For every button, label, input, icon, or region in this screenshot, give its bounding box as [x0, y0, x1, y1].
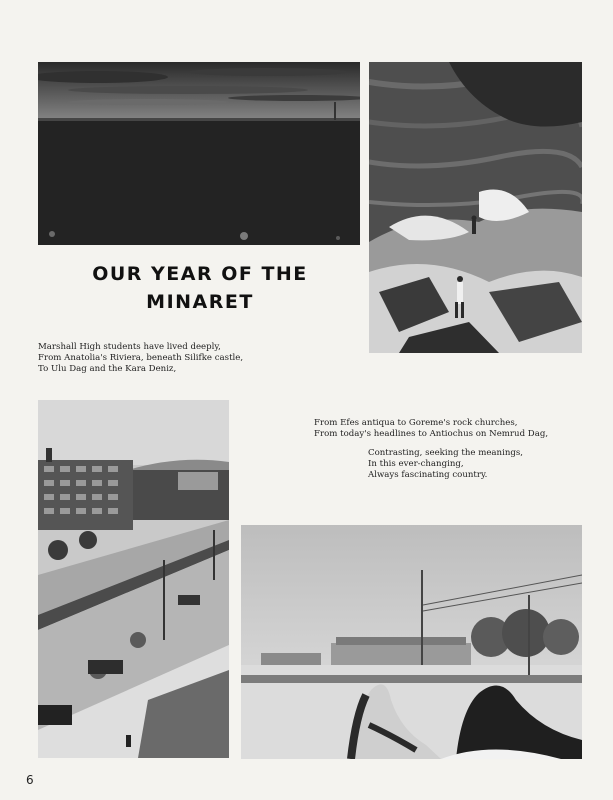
verse-line: To Ulu Dag and the Kara Deniz,: [38, 364, 177, 374]
verse-line: In this ever-changing,: [368, 459, 464, 469]
verse-line: Contrasting, seeking the meanings,: [368, 448, 524, 458]
verse-line: From Efes antiqua to Goreme's rock churches,: [314, 418, 518, 428]
verse-line: Always fascinating country.: [368, 470, 488, 480]
verse-stanza-3: [368, 448, 523, 481]
verse-stanza-1: [38, 342, 243, 375]
photo-sunset-sea: [38, 62, 360, 245]
photo-rocky-coast: [369, 62, 582, 353]
verse-line: From today's headlines to Antiochus on Nemrud Dag,: [314, 429, 549, 439]
photo-city-street: [38, 400, 229, 758]
verse-line: Marshall High students have lived deeply,: [38, 342, 221, 352]
verse-stanza-2: [314, 418, 548, 440]
page-title-line-2: MINARET: [146, 291, 254, 313]
page-number: 6: [26, 773, 34, 787]
photo-village-horses: [241, 525, 582, 759]
page-title-line-1: OUR YEAR OF THE: [92, 263, 308, 285]
verse-line: From Anatolia's Riviera, beneath Silifke castle,: [38, 353, 244, 363]
